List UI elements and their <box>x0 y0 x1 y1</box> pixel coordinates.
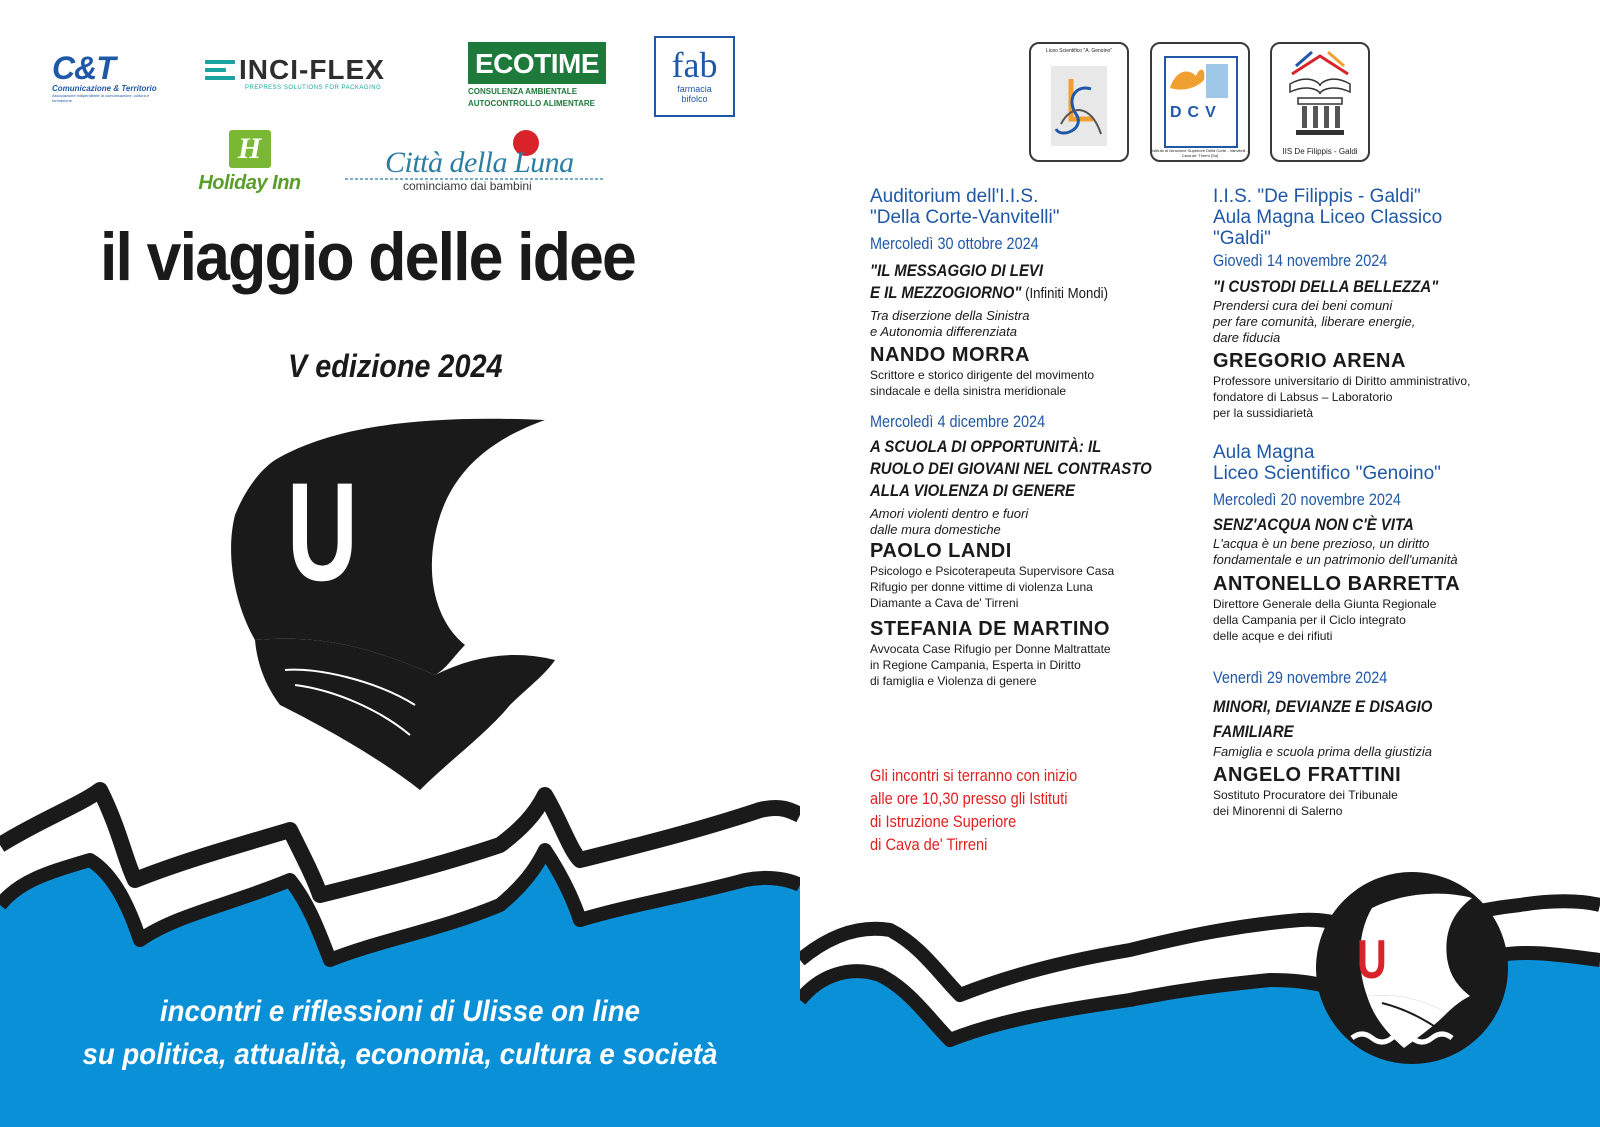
event-title: "I CUSTODI DELLA BELLEZZA" <box>1213 277 1439 296</box>
event-title: A SCUOLA DI OPPORTUNITÀ: IL <box>870 437 1102 456</box>
ct-logo-tiny: Associazione indipendente di comunicazione, cultura e formazione <box>52 93 150 103</box>
event-title-text: E IL MEZZOGIORNO" <box>870 283 1022 302</box>
event-subtitle: dare fiducia <box>1213 330 1281 345</box>
dcv-emblem-icon <box>1166 58 1236 102</box>
holiday-inn-mark-icon: H <box>229 130 271 168</box>
school-caption-defilippis: IIS De Filippis - Galdi <box>1282 147 1358 156</box>
event-title: MINORI, DEVIANZE E DISAGIO <box>1213 697 1433 716</box>
badge-letter-u: U <box>1357 929 1387 991</box>
speaker-role: delle acque e dei rifiuti <box>1213 629 1333 643</box>
event-title: SENZ'ACQUA NON C'È VITA <box>1213 515 1414 534</box>
event-title: FAMILIARE <box>1213 722 1294 741</box>
event-date: Mercoledì 30 ottobre 2024 <box>870 234 1039 253</box>
ecotime-logo <box>468 42 606 112</box>
page-title: il viaggio delle idee <box>100 219 636 295</box>
inciflex-tagline: PREPRESS SOLUTIONS FOR PACKAGING <box>245 85 382 91</box>
ulisse-badge-logo <box>1312 868 1512 1068</box>
edition-label: V edizione 2024 <box>288 348 503 384</box>
speaker-role: sindacale e della sinistra meridionale <box>870 384 1067 398</box>
event-subtitle: dalle mura domestiche <box>870 522 1001 537</box>
event-date: Giovedì 14 novembre 2024 <box>1213 251 1388 270</box>
speaker-role: dei Minorenni di Salerno <box>1213 804 1343 818</box>
sail-letter-u: U <box>287 453 358 611</box>
event-title: RUOLO DEI GIOVANI NEL CONTRASTO <box>870 459 1152 478</box>
school-logo-genoino <box>1029 42 1129 162</box>
speaker-role: Avvocata Case Rifugio per Donne Maltrattate <box>870 642 1111 656</box>
event-title: "IL MESSAGGIO DI LEVI <box>870 261 1044 280</box>
ct-logo-name: C&T <box>52 50 115 86</box>
fab-name: fab <box>671 45 718 85</box>
speaker-name: ANGELO FRATTINI <box>1213 764 1402 786</box>
event-subtitle: fondamentale e un patrimonio dell'umanità <box>1213 552 1458 567</box>
dcv-letters: DCV <box>1170 104 1222 121</box>
event-date: Venerdì 29 novembre 2024 <box>1213 668 1388 687</box>
venue-title: Aula Magna <box>1213 442 1315 463</box>
event-title <box>870 282 1160 304</box>
speaker-role: Sostituto Procuratore dei Tribunale <box>1213 788 1398 802</box>
tagline-line2: su politica, attualità, economia, cultura e società <box>82 1038 718 1071</box>
event-subtitle: e Autonomia differenziata <box>870 324 1017 339</box>
event-subtitle: Tra diserzione della Sinistra <box>870 308 1030 323</box>
notice-line: alle ore 10,30 presso gli Istituti <box>870 789 1068 808</box>
event-subtitle: Prendersi cura dei beni comuni <box>1213 298 1393 313</box>
tagline <box>32 990 768 1076</box>
speaker-role: fondatore di Labsus – Laboratorio <box>1213 390 1393 404</box>
genoino-emblem-icon <box>1031 44 1127 160</box>
citta-name: Città della Luna <box>385 146 574 179</box>
ecotime-line1: CONSULENZA AMBIENTALE <box>468 87 578 96</box>
ecotime-name: ECOTIME <box>468 42 606 84</box>
speaker-name: ANTONELLO BARRETTA <box>1213 573 1461 595</box>
ct-logo-sub: Comunicazione & Territorio <box>52 84 157 93</box>
event-subtitle: per fare comunità, liberare energie, <box>1213 314 1416 329</box>
event-date: Mercoledì 20 novembre 2024 <box>1213 490 1401 509</box>
speaker-role: Psicologo e Psicoterapeuta Supervisore Casa <box>870 564 1115 578</box>
speaker-name: STEFANIA DE MARTINO <box>870 618 1110 640</box>
speaker-role: Direttore Generale della Giunta Regionale <box>1213 597 1437 611</box>
event-subtitle: Famiglia e scuola prima della giustizia <box>1213 744 1432 759</box>
school-logo-dcv <box>1150 42 1250 162</box>
school-caption-dcv: Istituto di Istruzione Superiore Della Corte - Vanvitelli - Cava de' Tirreni (Sa) <box>1152 148 1248 158</box>
inciflex-name: INCI-FLEX <box>239 54 385 85</box>
speaker-role: Rifugio per donne vittime di violenza Luna <box>870 580 1093 594</box>
event-title: ALLA VIOLENZA DI GENERE <box>870 481 1076 500</box>
sail-boat-logo <box>225 405 585 805</box>
venue-title: "Galdi" <box>1213 228 1271 249</box>
venue-title: I.I.S. "De Filippis - Galdi" <box>1213 186 1421 207</box>
program-column-1 <box>870 186 1200 689</box>
citta-sub: cominciamo dai bambini <box>403 179 532 193</box>
ecotime-line2: AUTOCONTROLLO ALIMENTARE <box>468 99 595 108</box>
speaker-role: Diamante a Cava de' Tirreni <box>870 596 1019 610</box>
citta-della-luna-logo <box>345 130 605 200</box>
program-column-2 <box>1213 186 1553 819</box>
venue-title: "Della Corte-Vanvitelli" <box>870 207 1060 228</box>
venue-title: Aula Magna Liceo Classico <box>1213 207 1443 228</box>
event-subtitle: L'acqua è un bene prezioso, un diritto <box>1213 536 1430 551</box>
sail-shape <box>231 419 545 675</box>
speaker-role: in Regione Campania, Esperta in Diritto <box>870 658 1081 672</box>
notice-line: di Istruzione Superiore <box>870 812 1017 831</box>
speaker-role: Scrittore e storico dirigente del movimento <box>870 368 1095 382</box>
tagline-line1: incontri e riflessioni di Ulisse on line <box>159 995 641 1028</box>
venue-title: Auditorium dell'I.I.S. <box>870 186 1039 207</box>
event-title-note: (Infiniti Mondi) <box>1021 285 1109 302</box>
schedule-notice <box>870 764 1111 856</box>
dcv-frame <box>1164 56 1238 148</box>
notice-line: Gli incontri si terranno con inizio <box>870 766 1078 785</box>
speaker-role: per la sussidiarietà <box>1213 406 1314 420</box>
fab-logo <box>654 36 735 117</box>
fab-line2: bifolco <box>681 94 708 104</box>
inciflex-logo <box>205 54 420 94</box>
book-temple-icon <box>1272 44 1368 144</box>
speaker-name: GREGORIO ARENA <box>1213 350 1406 372</box>
inciflex-mark-icon <box>205 60 235 84</box>
venue-title: Liceo Scientifico "Genoino" <box>1213 463 1441 484</box>
holiday-inn-name: Holiday Inn <box>198 172 301 194</box>
speaker-role: Professore universitario di Diritto amministrativo, <box>1213 374 1471 388</box>
school-logo-defilippis-galdi <box>1270 42 1370 162</box>
speaker-role: di famiglia e Violenza di genere <box>870 674 1037 688</box>
fab-line1: farmacia <box>677 84 712 94</box>
speaker-name: PAOLO LANDI <box>870 540 1012 562</box>
notice-line: di Cava de' Tirreni <box>870 835 988 854</box>
holiday-inn-logo <box>192 130 307 202</box>
event-date: Mercoledì 4 dicembre 2024 <box>870 412 1046 431</box>
speaker-name: NANDO MORRA <box>870 344 1030 366</box>
speaker-role: della Campania per il Ciclo integrato <box>1213 613 1406 627</box>
ct-logo <box>52 50 167 108</box>
event-subtitle: Amori violenti dentro e fuori <box>870 506 1029 521</box>
school-caption-genoino: Liceo Scientifico "A. Genoino" <box>1045 48 1113 54</box>
